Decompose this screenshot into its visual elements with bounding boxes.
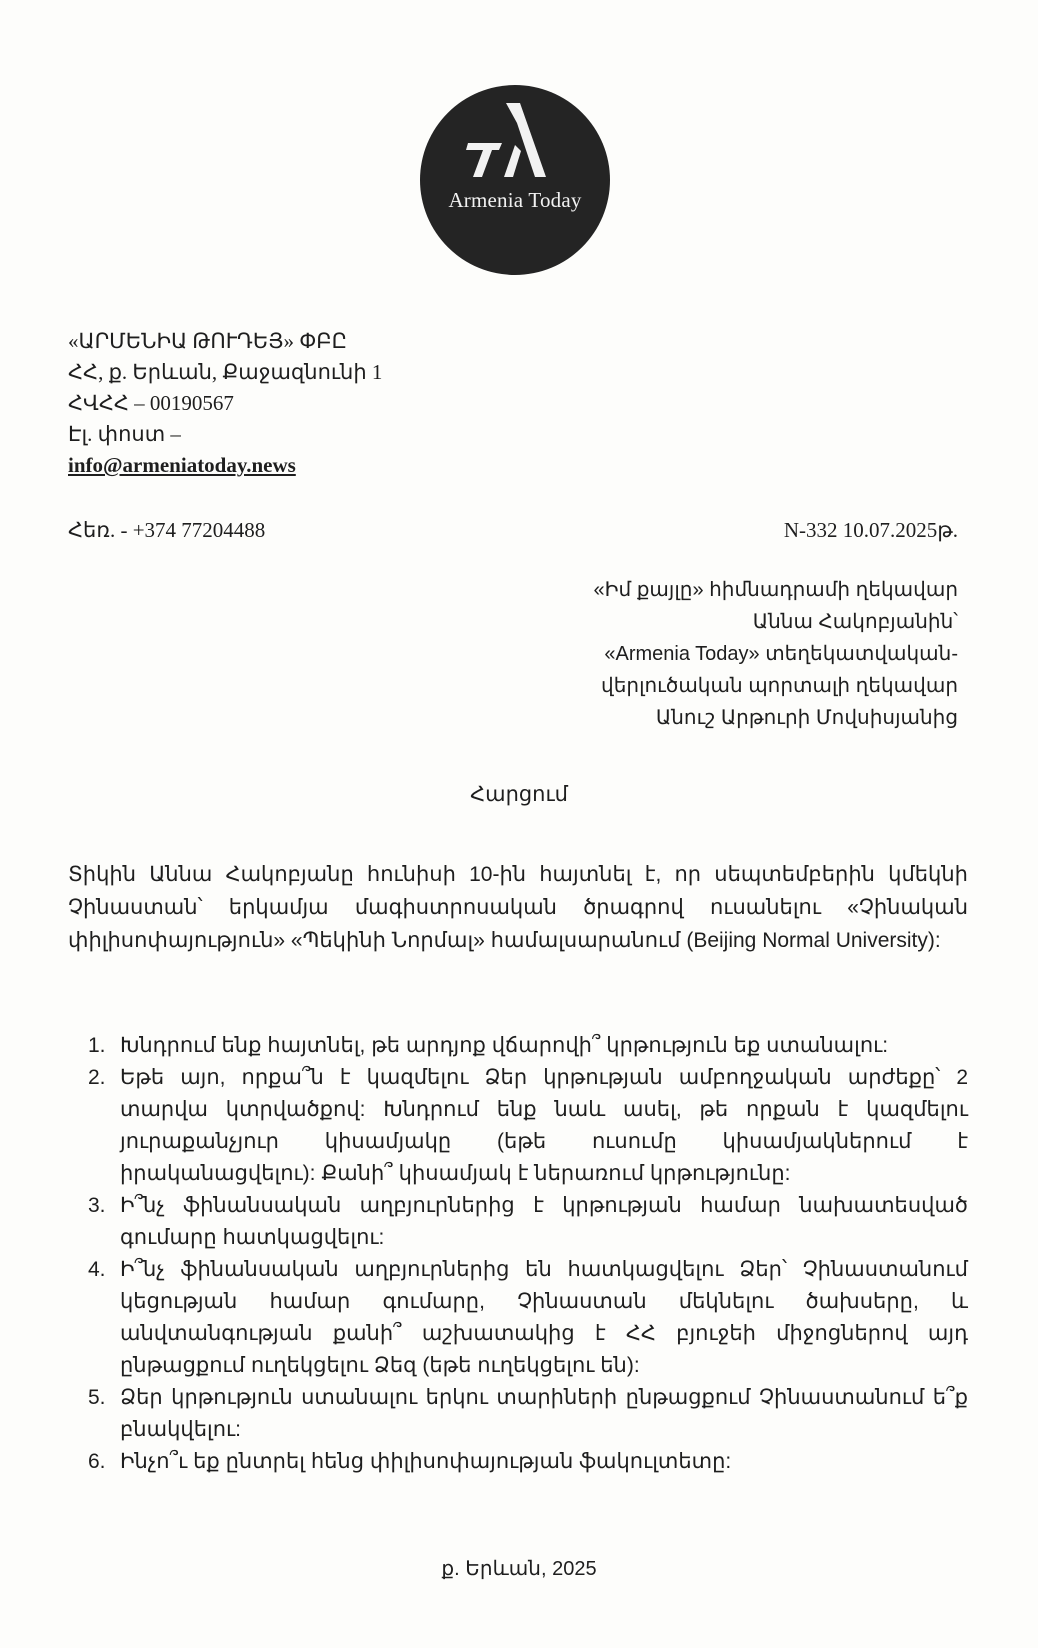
document-title: Հարցում bbox=[470, 783, 568, 806]
list-item bbox=[68, 1030, 968, 1062]
question-text: Ի՞նչ ֆինանսական աղբյուրներից են հատկացվելու Ձեր՝ Չինաստանում կեցության համար գումարը, Չինաստան մեկնելու ծախսերը, և անվտանգության քանի՞ աշխատակից է ՀՀ բյուջեի միջոցներով այդ ընթացքում ուղեկցելու Ձեզ (եթե ուղեկցելու են): bbox=[120, 1258, 968, 1377]
recipient-line: Աննա Հակոբյանին՝ bbox=[752, 611, 958, 633]
question-number: 4. bbox=[88, 1258, 106, 1281]
recipient-line: «Armenia Today» տեղեկատվական- bbox=[604, 643, 958, 665]
sender-email-label: Էլ. փոստ – bbox=[68, 422, 181, 446]
sender-company: «ԱՐՄԵՆԻԱ ԹՈՒԴԵՅ» ՓԲԸ bbox=[68, 329, 347, 353]
question-text: Ձեր կրթություն ստանալու երկու տարիների ընթացքում Չինաստանում ե՞ք բնակվելու: bbox=[120, 1386, 968, 1441]
footer-place-year: ք. Երևան, 2025 bbox=[441, 1558, 597, 1580]
question-number: 5. bbox=[88, 1386, 106, 1409]
list-item bbox=[68, 1382, 968, 1446]
sender-phone: Հեռ. - +374 77204488 bbox=[68, 518, 266, 542]
recipient-line: «Իմ քայլը» հիմնադրամի ղեկավար bbox=[593, 579, 958, 601]
list-item bbox=[68, 1254, 968, 1382]
sender-tax-id: ՀՎՀՀ – 00190567 bbox=[68, 391, 234, 415]
list-item bbox=[68, 1446, 968, 1478]
armenia-today-logo-icon bbox=[420, 85, 610, 275]
logo-text: Armenia Today bbox=[448, 188, 582, 212]
recipient-line: վերլուծական պորտալի ղեկավար bbox=[601, 675, 958, 697]
document-number-date: N-332 10.07.2025թ. bbox=[783, 518, 958, 542]
questions-list bbox=[68, 1030, 968, 1478]
sender-email-link[interactable]: info@armeniatoday.news bbox=[68, 453, 296, 477]
question-text: Խնդրում ենք հայտնել, թե արդյոք վճարովի՞ կրթություն եք ստանալու: bbox=[120, 1034, 889, 1057]
question-text: Ի՞նչ ֆինանսական աղբյուրներից է կրթության համար նախատեսված գումարը հատկացվելու: bbox=[120, 1194, 968, 1249]
question-text: Եթե այո, որքա՞ն է կազմելու Ձեր կրթության ամբողջական արժեքը՝ 2 տարվա կտրվածքով: Խնդրում ենք նաև ասել, թե որքան է կազմելու յուրաքանչյուր կիսամյակը (եթե ուսումը կիսամյակներում է իրականացվելու): Քանի՞ կիսամյակ է ներառում կրթությունը: bbox=[120, 1066, 968, 1185]
question-number: 1. bbox=[88, 1034, 106, 1057]
question-text: Ինչո՞ւ եք ընտրել հենց փիլիսոփայության ֆակուլտետը: bbox=[120, 1450, 732, 1473]
question-number: 3. bbox=[88, 1194, 106, 1217]
sender-block bbox=[68, 326, 382, 481]
armenia-today-logo bbox=[420, 85, 610, 275]
recipient-line: Անուշ Արթուրի Մովսիսյանից bbox=[655, 707, 958, 729]
question-number: 6. bbox=[88, 1450, 106, 1473]
recipient-block bbox=[594, 574, 958, 734]
question-number: 2. bbox=[88, 1066, 106, 1089]
sender-address: ՀՀ, ք. Երևան, Քաջազնունի 1 bbox=[68, 360, 383, 384]
list-item bbox=[68, 1190, 968, 1254]
list-item bbox=[68, 1062, 968, 1190]
intro-paragraph: Տիկին Աննա Հակոբյանը հունիսի 10-ին հայտնել է, որ սեպտեմբերին կմեկնի Չինաստան՝ երկամյա մագիստրոսական ծրագրով ուսանելու «Չինական փիլիսոփայություն» «Պեկինի Նորմալ» համալսարանում (Beijing Normal University): bbox=[68, 863, 968, 952]
